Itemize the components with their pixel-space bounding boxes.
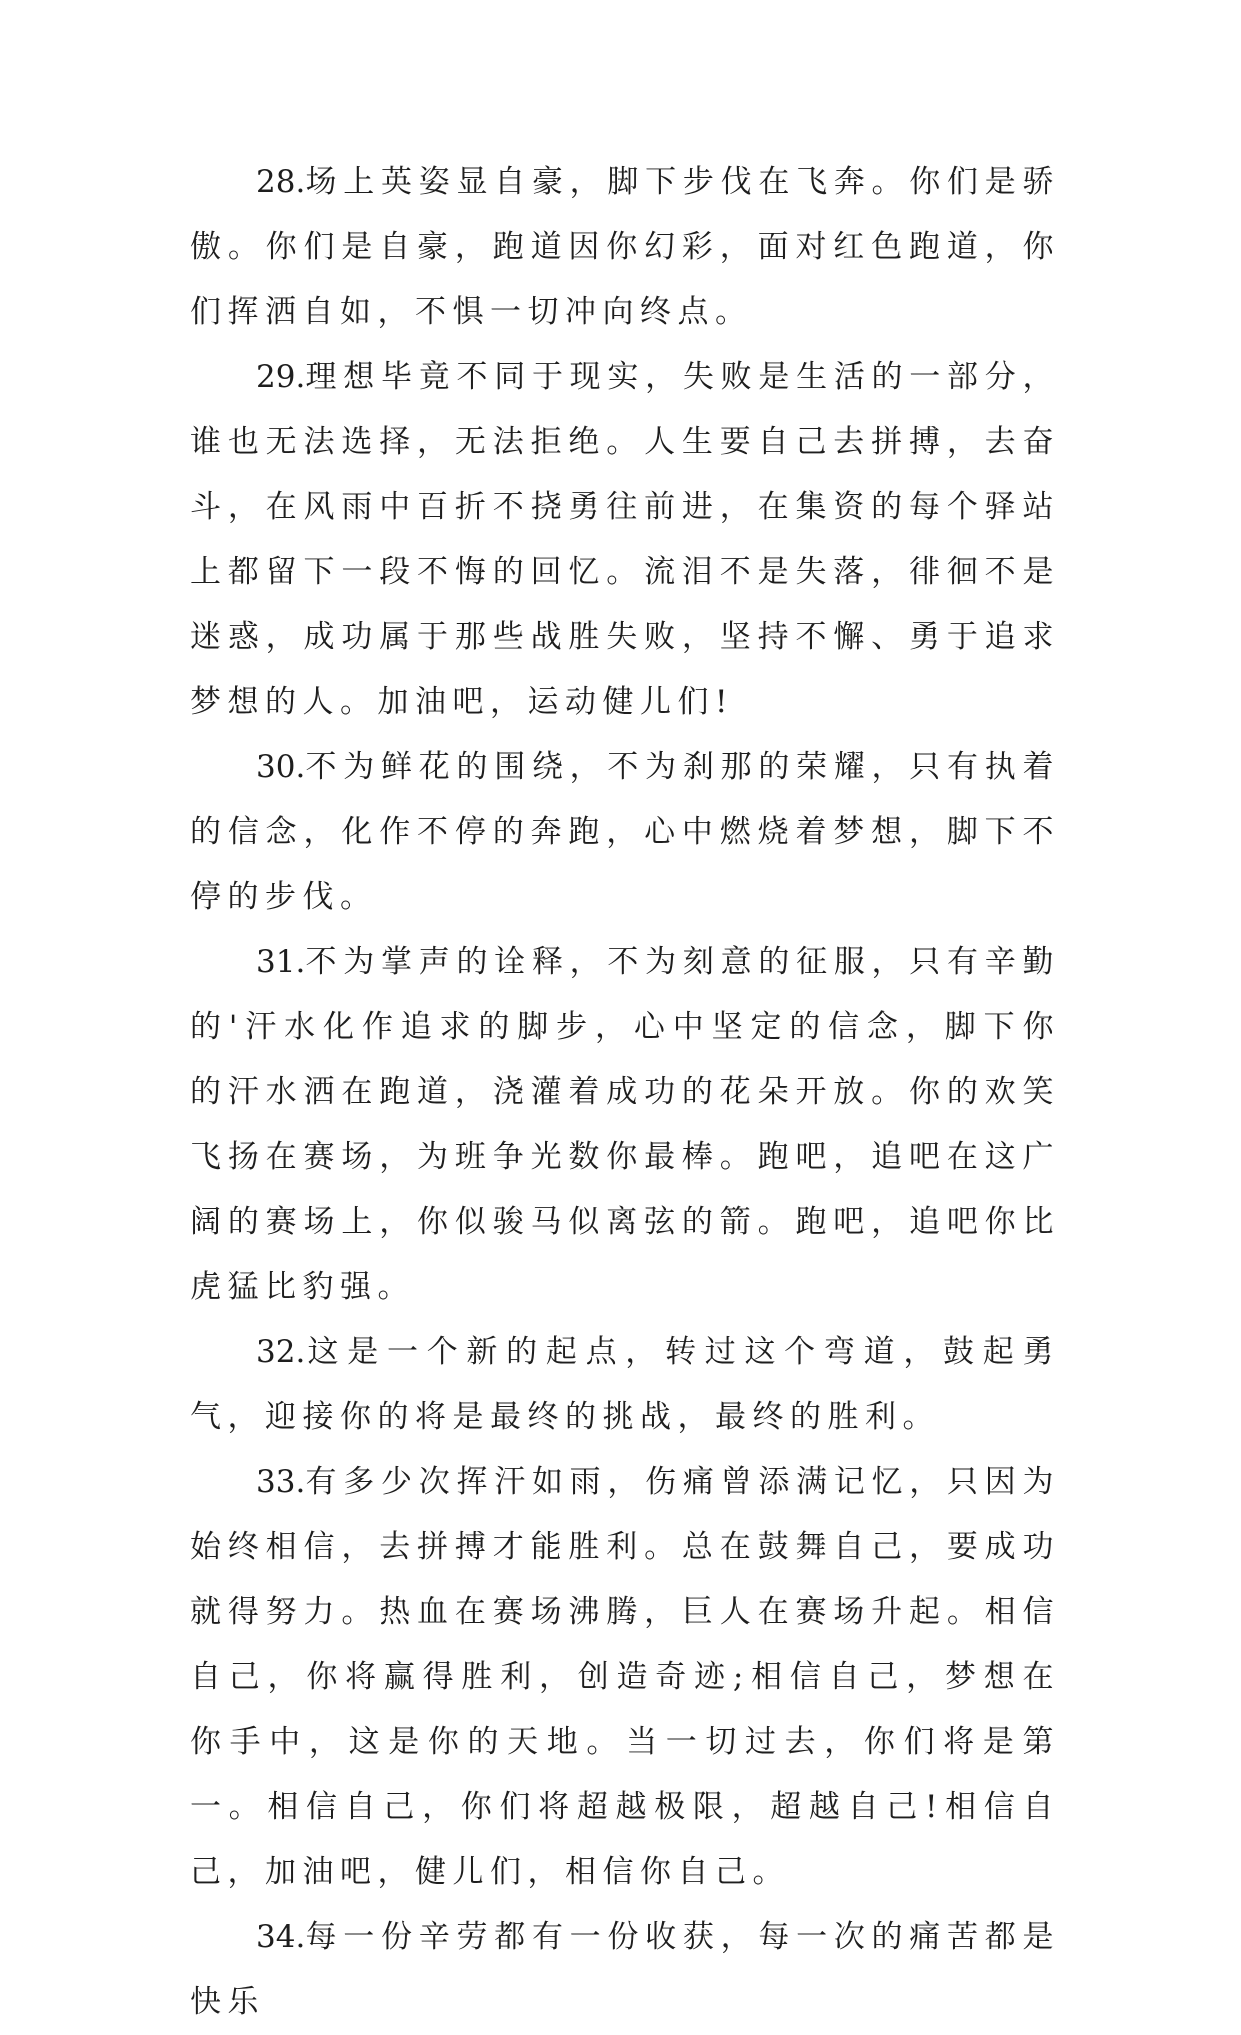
paragraph-31 (190, 930, 1060, 1320)
paragraph-number: 30. (256, 749, 306, 785)
paragraph-33 (190, 1450, 1060, 1905)
paragraph-text: 不为掌声的诠释，不为刻意的征服，只有辛勤的'汗水化作追求的脚步，心中坚定的信念，脚下你的汗水洒在跑道，浇灌着成功的花朵开放。你的欢笑飞扬在赛场，为班争光数你最棒。跑吧，追吧在这广阔的赛场上，你似骏马似离弦的箭。跑吧，追吧你比虎猛比豹强。 (190, 944, 1060, 1305)
paragraph-28 (190, 150, 1060, 345)
paragraph-text: 理想毕竟不同于现实，失败是生活的一部分，谁也无法选择，无法拒绝。人生要自己去拼搏，去奋斗，在风雨中百折不挠勇往前进，在集资的每个驿站上都留下一段不悔的回忆。流泪不是失落，徘徊不是迷惑，成功属于那些战胜失败，坚持不懈、勇于追求梦想的人。加油吧，运动健儿们! (190, 359, 1060, 720)
paragraph-text: 有多少次挥汗如雨，伤痛曾添满记忆，只因为始终相信，去拼搏才能胜利。总在鼓舞自己，要成功就得努力。热血在赛场沸腾，巨人在赛场升起。相信自己，你将赢得胜利，创造奇迹;相信自己，梦想在你手中，这是你的天地。当一切过去，你们将是第一。相信自己，你们将超越极限，超越自己!相信自己，加油吧，健儿们，相信你自己。 (190, 1464, 1060, 1890)
document-page (190, 150, 1060, 2035)
paragraph-number: 34. (256, 1919, 306, 1955)
paragraph-32 (190, 1320, 1060, 1450)
paragraph-number: 32. (256, 1334, 306, 1370)
paragraph-30 (190, 735, 1060, 930)
paragraph-text: 场上英姿显自豪，脚下步伐在飞奔。你们是骄傲。你们是自豪，跑道因你幻彩，面对红色跑道，你们挥洒自如，不惧一切冲向终点。 (190, 164, 1060, 330)
paragraph-text: 这是一个新的起点，转过这个弯道，鼓起勇气，迎接你的将是最终的挑战，最终的胜利。 (190, 1334, 1060, 1435)
paragraph-text: 每一份辛劳都有一份收获，每一次的痛苦都是快乐 (190, 1919, 1060, 2020)
paragraph-number: 33. (256, 1464, 306, 1500)
paragraph-34 (190, 1905, 1060, 2035)
paragraph-29 (190, 345, 1060, 735)
paragraph-number: 29. (256, 359, 306, 395)
paragraph-number: 28. (256, 164, 306, 200)
paragraph-text: 不为鲜花的围绕，不为刹那的荣耀，只有执着的信念，化作不停的奔跑，心中燃烧着梦想，脚下不停的步伐。 (190, 749, 1060, 915)
paragraph-number: 31. (256, 944, 306, 980)
